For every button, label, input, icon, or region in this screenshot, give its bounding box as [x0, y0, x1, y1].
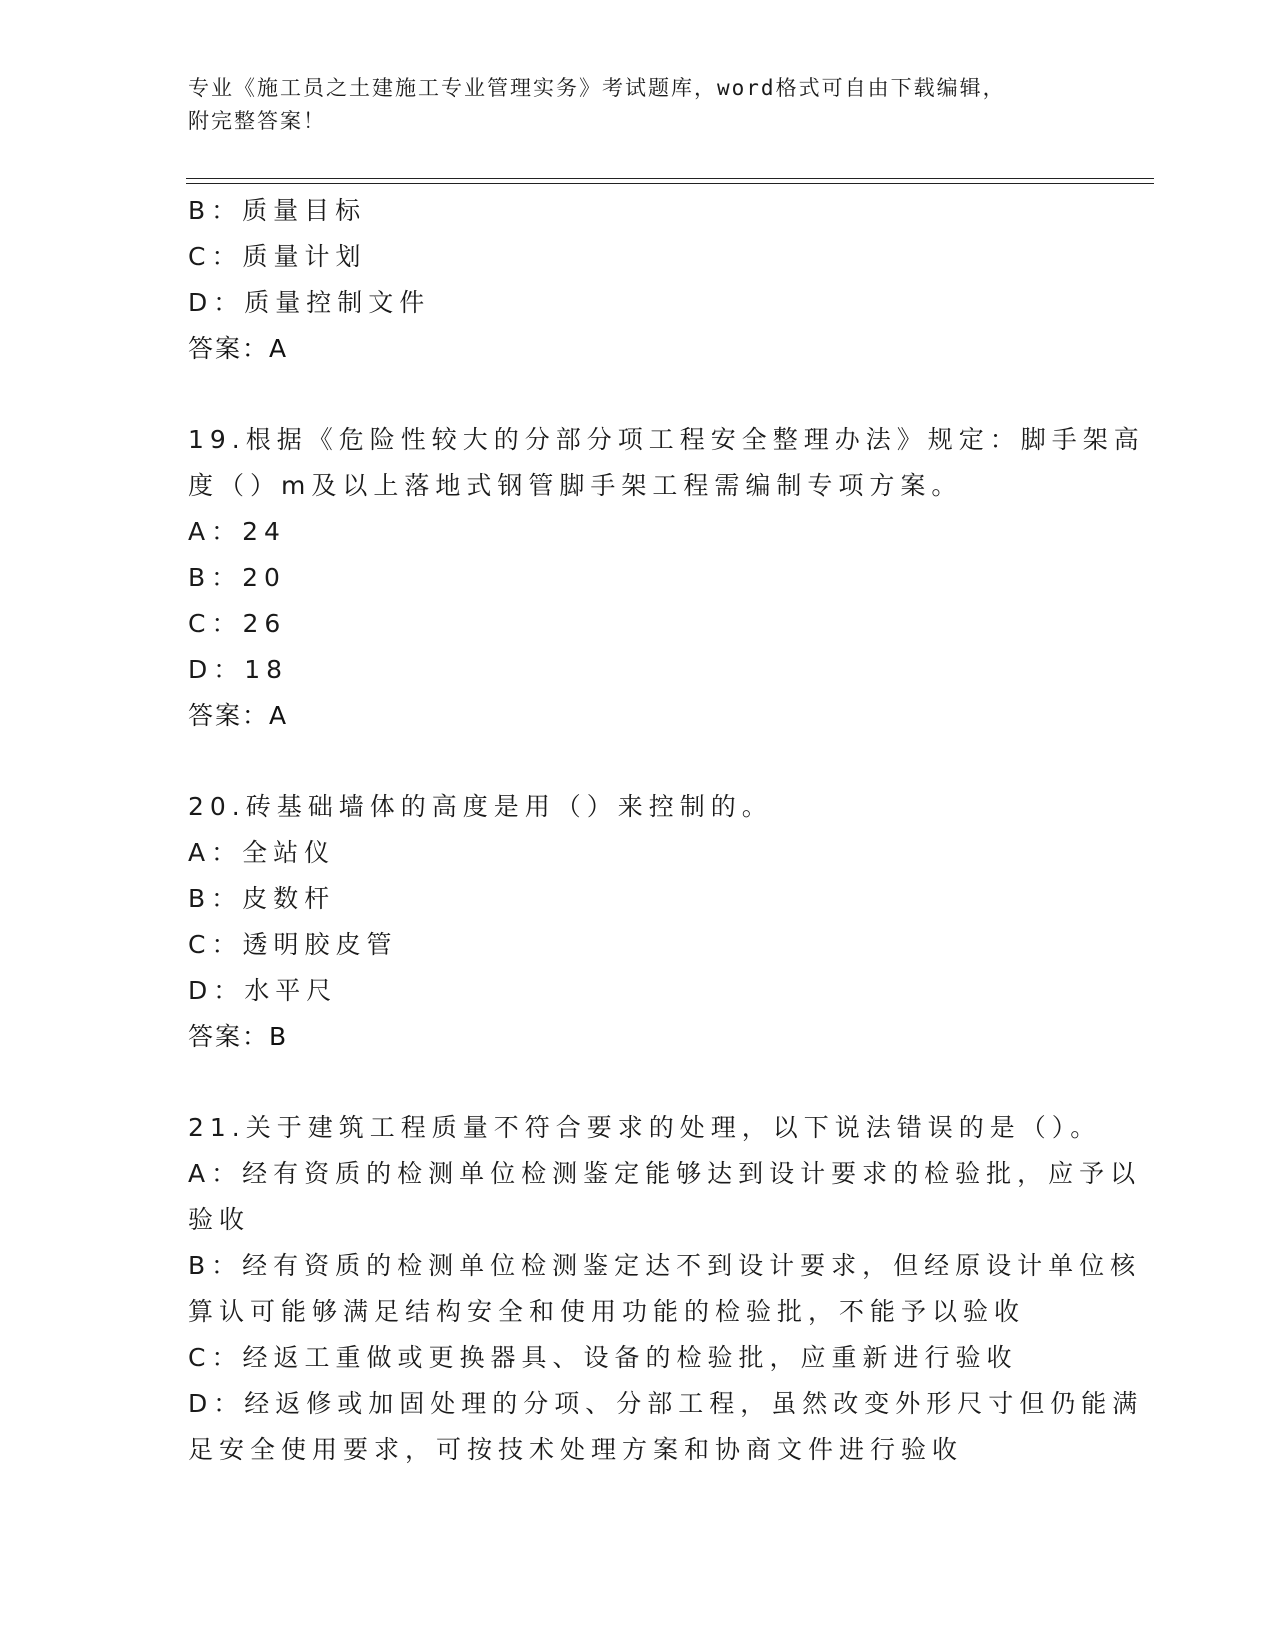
question-stem-line: 度（）m及以上落地式钢管脚手架工程需编制专项方案。 [188, 471, 963, 500]
option-c: C：质量计划 [188, 242, 367, 271]
option-a: A：全站仪 [188, 838, 336, 867]
option-b: B：20 [188, 563, 286, 592]
question-18 [188, 188, 1088, 372]
option-d-line: D：经返修或加固处理的分项、分部工程，虽然改变外形尺寸但仍能满 [188, 1389, 1144, 1418]
option-b: B：皮数杆 [188, 884, 336, 913]
option-d-line: 足安全使用要求，可按技术处理方案和协商文件进行验收 [188, 1435, 964, 1464]
question-stem-line: 21.关于建筑工程质量不符合要求的处理，以下说法错误的是（）。 [188, 1113, 1102, 1142]
header-line-2: 附完整答案！ [188, 109, 326, 133]
option-a: A：24 [188, 517, 286, 546]
question-stem-line: 20.砖基础墙体的高度是用（）来控制的。 [188, 792, 773, 821]
option-a-line: A：经有资质的检测单位检测鉴定能够达到设计要求的检验批，应予以 [188, 1159, 1142, 1188]
option-c: C：透明胶皮管 [188, 930, 398, 959]
header-line-1: 专业《施工员之土建施工专业管理实务》考试题库，word格式可自由下载编辑， [188, 76, 1006, 100]
option-d: D：18 [188, 655, 289, 684]
option-d: D：质量控制文件 [188, 288, 431, 317]
answer: 答案：A [188, 334, 289, 363]
option-b: B：质量目标 [188, 196, 367, 225]
question-20 [188, 784, 1088, 1060]
option-c: C：26 [188, 609, 287, 638]
option-b-line: 算认可能够满足结构安全和使用功能的检验批，不能予以验收 [188, 1297, 1026, 1326]
question-stem-line: 19.根据《危险性较大的分部分项工程安全整理办法》规定：脚手架高 [188, 425, 1145, 454]
question-19 [188, 417, 1145, 739]
option-d: D：水平尺 [188, 976, 338, 1005]
question-21 [188, 1105, 1144, 1473]
option-c-line: C：经返工重做或更换器具、设备的检验批，应重新进行验收 [188, 1343, 1018, 1372]
answer: 答案：A [188, 701, 289, 730]
header-rule-bottom [186, 183, 1154, 184]
document-header [188, 72, 1088, 138]
option-a-line: 验收 [188, 1205, 251, 1234]
document-body [188, 188, 1145, 1473]
answer: 答案：B [188, 1022, 289, 1051]
header-rule-top [186, 178, 1154, 179]
option-b-line: B：经有资质的检测单位检测鉴定达不到设计要求，但经原设计单位核 [188, 1251, 1142, 1280]
